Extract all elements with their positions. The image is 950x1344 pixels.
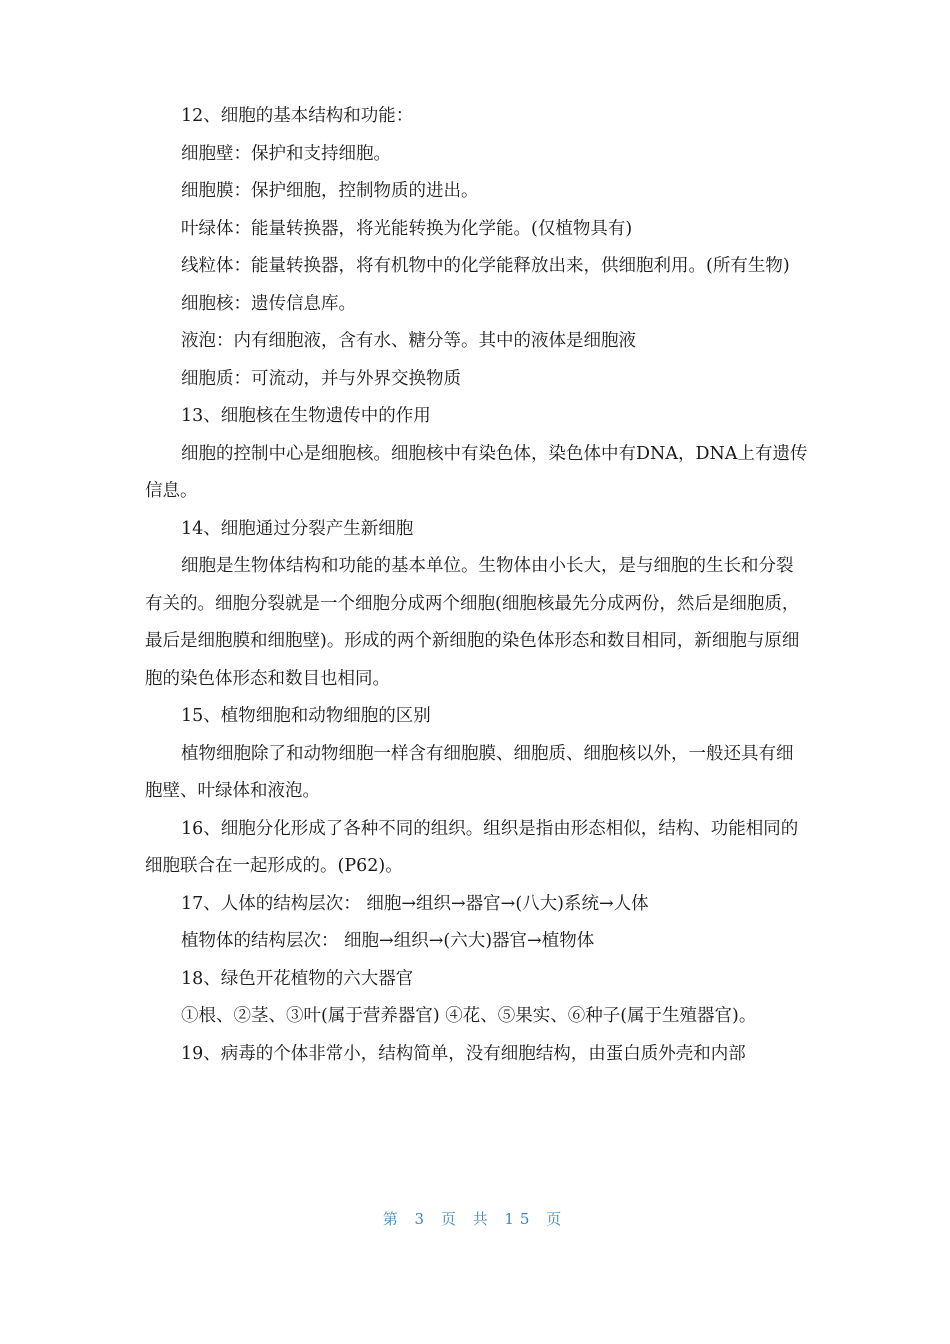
paragraph: 细胞核：遗传信息库。: [181, 293, 356, 314]
heading-12: 12、细胞的基本结构和功能：: [181, 106, 414, 126]
paragraph: 线粒体：能量转换器，将有机物中的化学能释放出来，供细胞利用。(所有生物): [181, 256, 790, 276]
page-footer: [0, 1208, 950, 1229]
paragraph: 植物细胞除了和动物细胞一样含有细胞膜、细胞质、细胞核以外，一般还具有细胞壁、叶绿体和液泡。: [145, 743, 794, 801]
heading-17: 17、人体的结构层次： 细胞→组织→器官→(八大)系统→人体: [181, 893, 649, 914]
heading-16: 16、细胞分化形成了各种不同的组织。组织是指由形态相似，结构、功能相同的细胞联合在一起形成的。(P62)。: [145, 818, 799, 876]
paragraph: 液泡：内有细胞液，含有水、糖分等。其中的液体是细胞液: [181, 331, 636, 351]
paragraph: 植物体的结构层次： 细胞→组织→(六大)器官→植物体: [181, 931, 595, 951]
paragraph: 细胞的控制中心是细胞核。细胞核中有染色体，染色体中有DNA，DNA上有遗传信息。: [145, 443, 808, 501]
heading-15: 15、植物细胞和动物细胞的区别: [181, 706, 431, 726]
page-number: 第 3 页 共 15 页: [382, 1210, 568, 1228]
paragraph: 细胞是生物体结构和功能的基本单位。生物体由小长大，是与细胞的生长和分裂有关的。细胞分裂就是一个细胞分成两个细胞(细胞核最先分成两份，然后是细胞质，最后是细胞膜和细胞壁)。形成的两个新细胞的染色体形态和数目相同，新细胞与原细胞的染色体形态和数目也相同。: [145, 556, 800, 689]
paragraph: 叶绿体：能量转换器，将光能转换为化学能。(仅植物具有): [181, 218, 633, 239]
paragraph: 细胞膜：保护细胞，控制物质的进出。: [181, 181, 479, 201]
document-body: [145, 98, 810, 1073]
heading-19: 19、病毒的个体非常小，结构简单，没有细胞结构，由蛋白质外壳和内部: [181, 1043, 746, 1064]
heading-14: 14、细胞通过分裂产生新细胞: [181, 518, 414, 539]
paragraph: 细胞壁：保护和支持细胞。: [181, 143, 391, 164]
heading-13: 13、细胞核在生物遗传中的作用: [181, 406, 431, 426]
heading-18: 18、绿色开花植物的六大器官: [181, 968, 414, 989]
paragraph: 细胞质：可流动，并与外界交换物质: [181, 368, 461, 389]
paragraph: ①根、②茎、③叶(属于营养器官) ④花、⑤果实、⑥种子(属于生殖器官)。: [181, 1006, 757, 1026]
